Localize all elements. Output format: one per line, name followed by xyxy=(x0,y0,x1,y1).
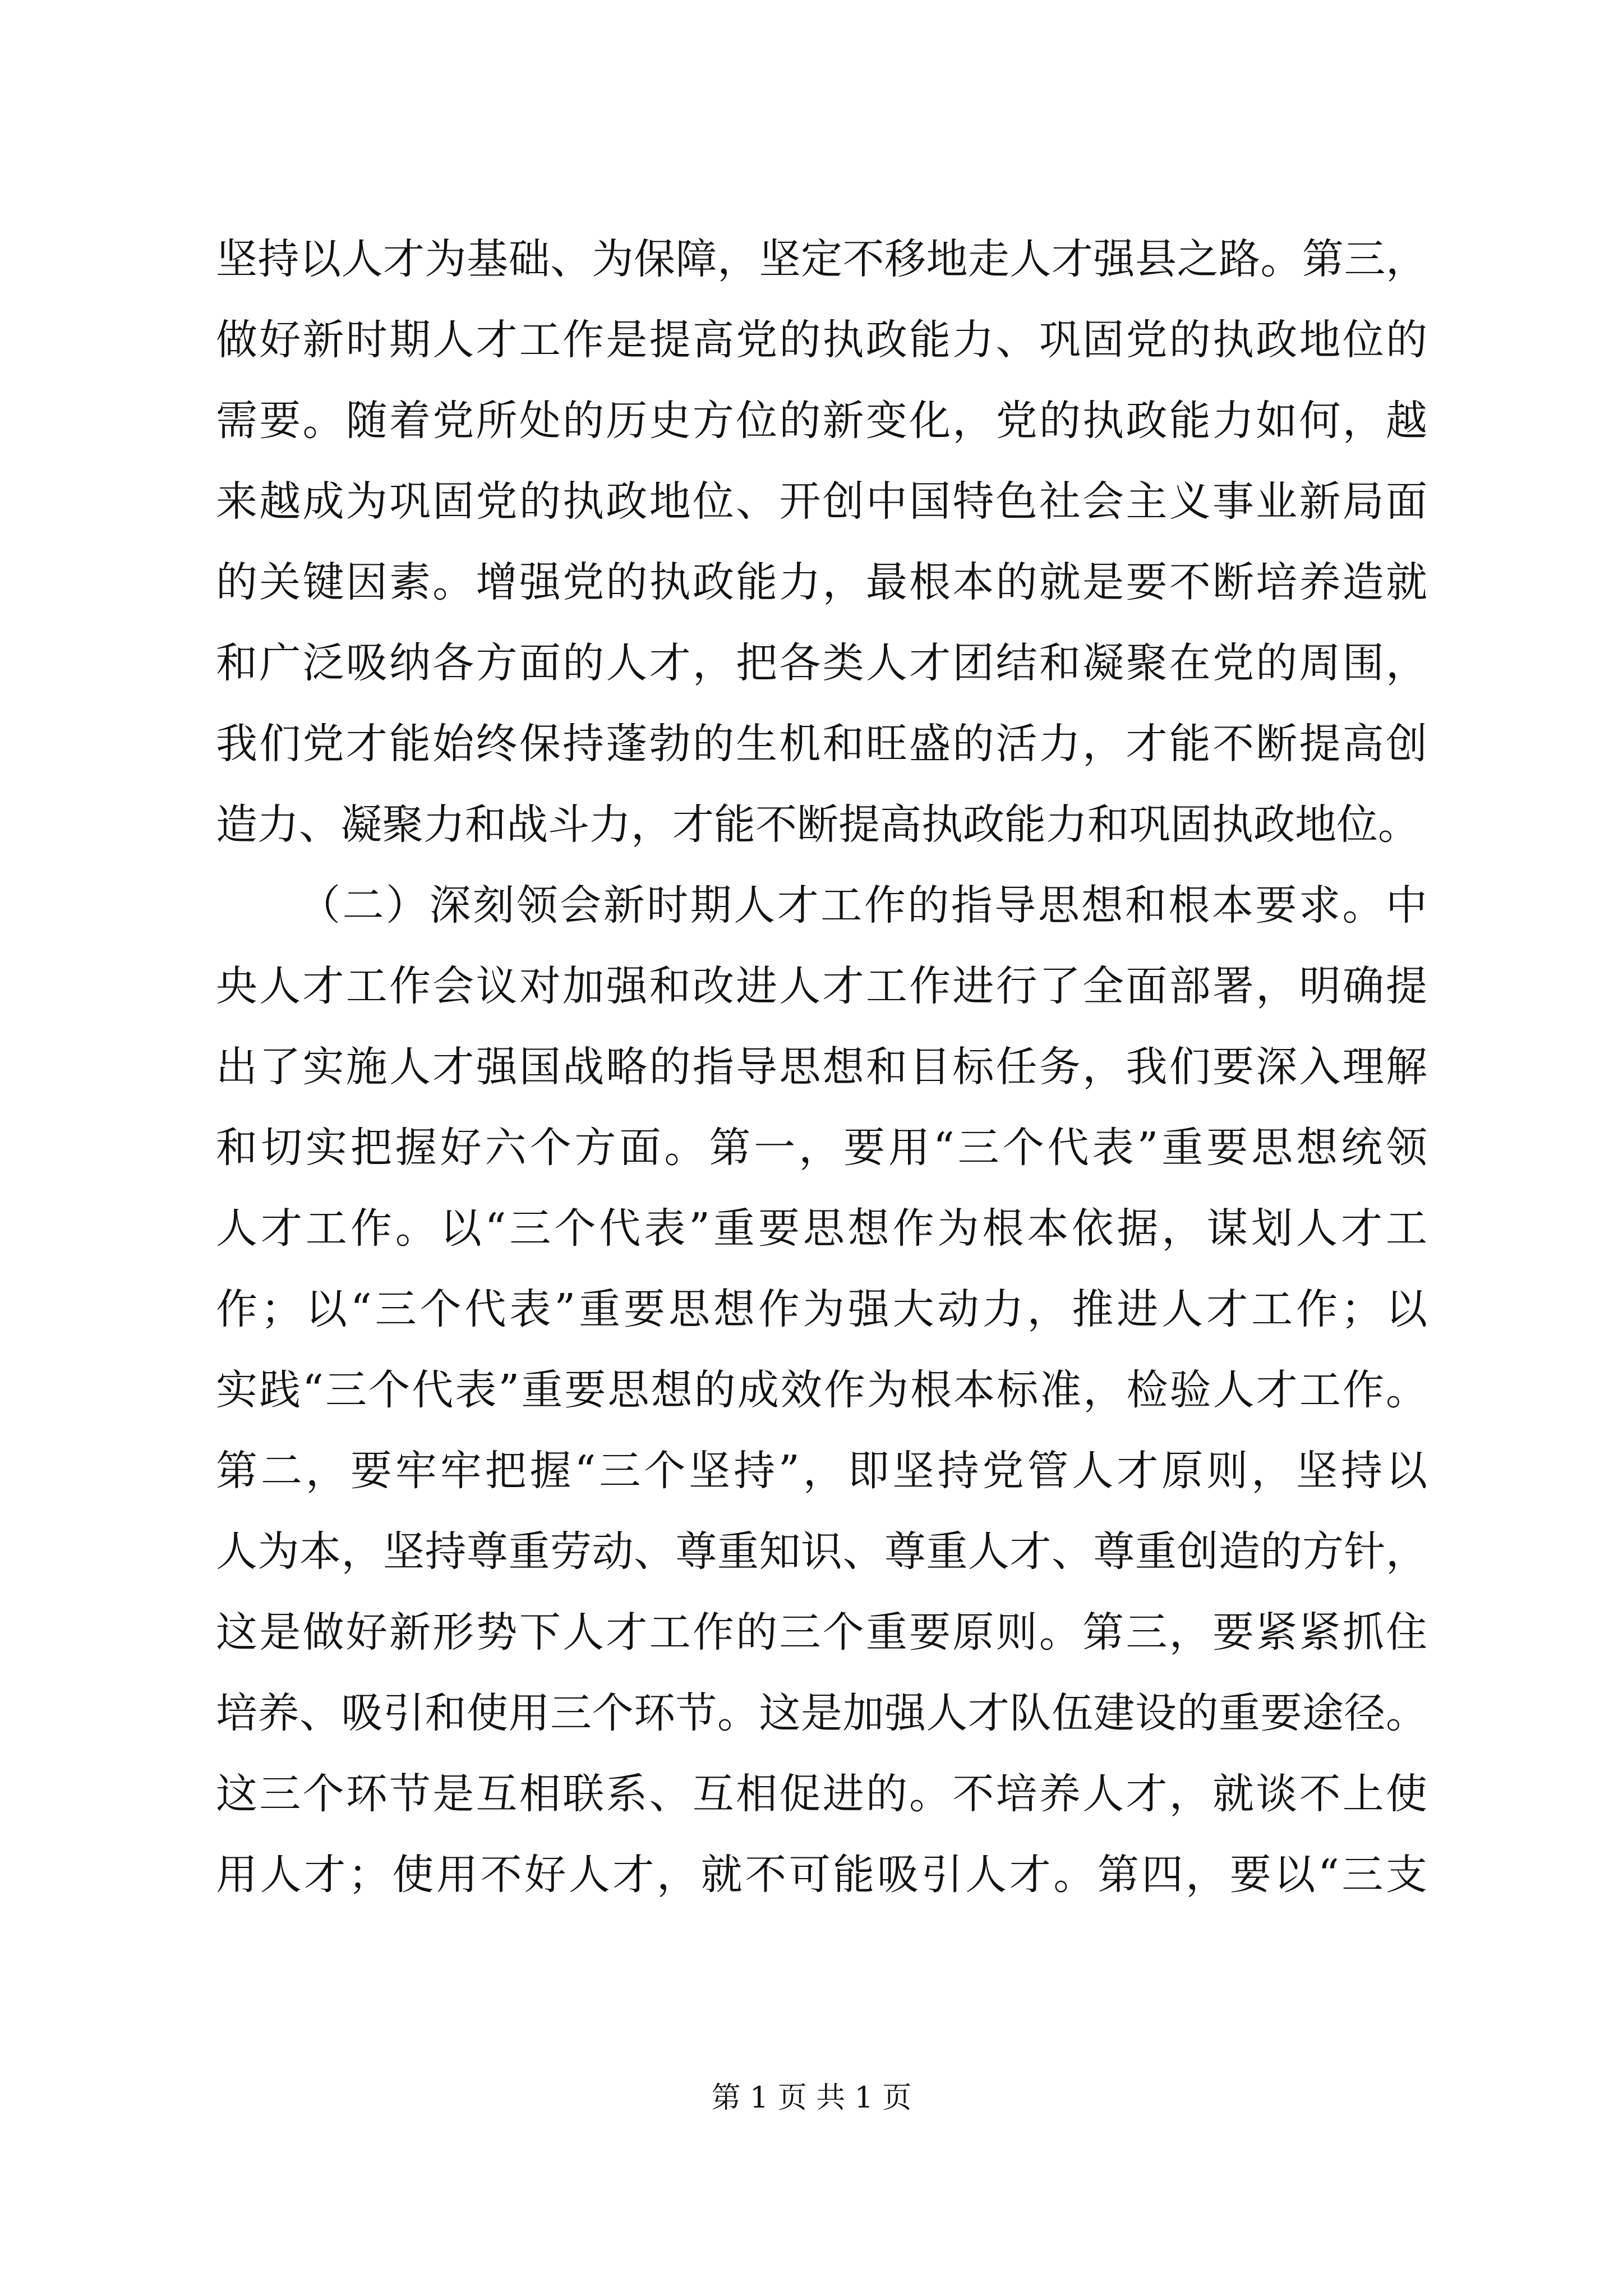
text-line: 需要。随着党所处的历史方位的新变化，党的执政能力如何，越 xyxy=(216,397,1427,445)
text-line: 的关键因素。增强党的执政能力，最根本的就是要不断培养造就 xyxy=(216,558,1427,606)
text-line: 作；以“三个代表”重要思想作为强大动力，推进人才工作；以 xyxy=(216,1285,1427,1333)
text-line: 央人才工作会议对加强和改进人才工作进行了全面部署，明确提 xyxy=(216,962,1427,1010)
body-text xyxy=(216,219,1427,1915)
text-line: 坚持以人才为基础、为保障，坚定不移地走人才强县之路。第三， xyxy=(216,235,1427,283)
page-number-footer: 第 1 页 共 1 页 xyxy=(711,2081,912,2115)
text-line: 这三个环节是互相联系、互相促进的。不培养人才，就谈不上使 xyxy=(216,1770,1427,1818)
text-line: 第二，要牢牢把握“三个坚持”，即坚持党管人才原则，坚持以 xyxy=(216,1447,1427,1495)
text-line: 造力、凝聚力和战斗力，才能不断提高执政能力和巩固执政地位。 xyxy=(216,800,1419,849)
text-line: 用人才；使用不好人才，就不可能吸引人才。第四，要以“三支 xyxy=(216,1851,1427,1899)
text-line: 做好新时期人才工作是提高党的执政能力、巩固党的执政地位的 xyxy=(216,316,1427,364)
text-line: 人才工作。以“三个代表”重要思想作为根本依据，谋划人才工 xyxy=(216,1204,1427,1253)
text-line: 这是做好新形势下人才工作的三个重要原则。第三，要紧紧抓住 xyxy=(216,1608,1427,1657)
text-line: 人为本，坚持尊重劳动、尊重知识、尊重人才、尊重创造的方针， xyxy=(216,1527,1427,1576)
paragraph-heading-line: （二）深刻领会新时期人才工作的指导思想和根本要求。中 xyxy=(299,881,1427,930)
text-line: 实践“三个代表”重要思想的成效作为根本标准，检验人才工作。 xyxy=(216,1366,1427,1414)
text-line: 和广泛吸纳各方面的人才，把各类人才团结和凝聚在党的周围， xyxy=(216,639,1427,687)
text-line: 我们党才能始终保持蓬勃的生机和旺盛的活力，才能不断提高创 xyxy=(216,720,1427,768)
text-line: 和切实把握好六个方面。第一，要用“三个代表”重要思想统领 xyxy=(216,1124,1427,1172)
text-line: 培养、吸引和使用三个环节。这是加强人才队伍建设的重要途径。 xyxy=(216,1689,1427,1737)
text-line: 出了实施人才强国战略的指导思想和目标任务，我们要深入理解 xyxy=(216,1043,1427,1091)
text-line: 来越成为巩固党的执政地位、开创中国特色社会主义事业新局面 xyxy=(216,477,1427,526)
